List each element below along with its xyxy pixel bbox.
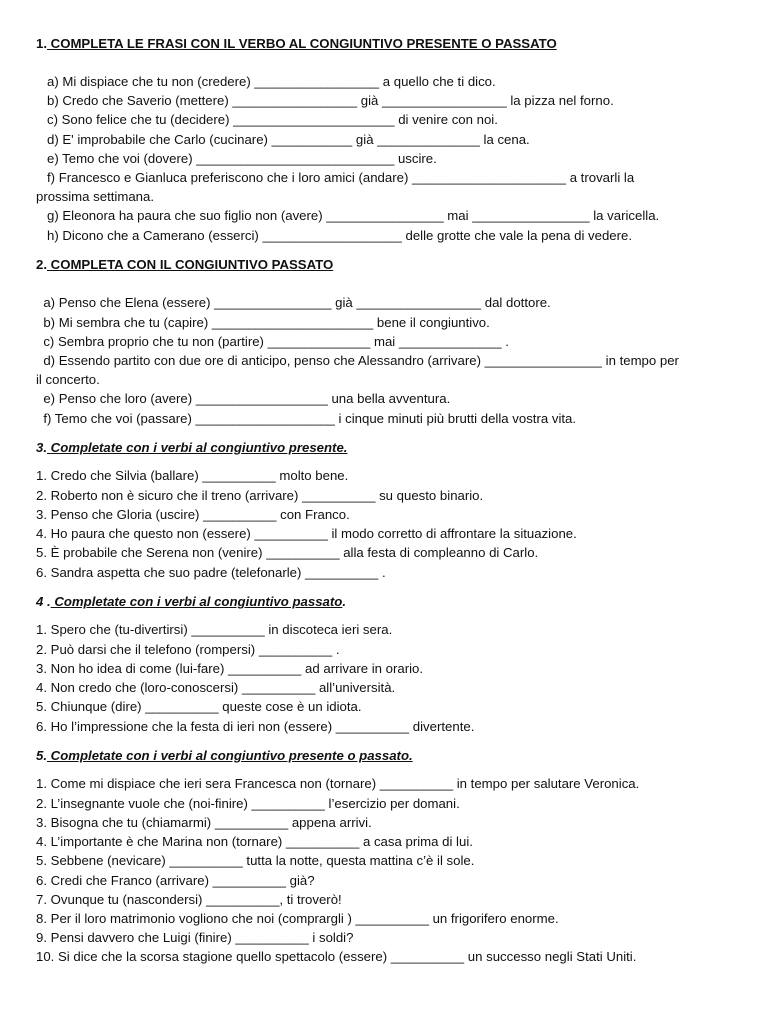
- exercise-line: 2. L’insegnante vuole che (noi-finire) __________ l’esercizio per domani.: [36, 796, 460, 811]
- exercise-line: 7. Ovunque tu (nascondersi) __________, ti troverò!: [36, 892, 342, 907]
- exercise-line: g) Eleonora ha paura che suo figlio non (avere) ________________ mai ________________ la varicella.: [36, 208, 660, 223]
- section-3-heading: 3. Completate con i verbi al congiuntivo presente.: [36, 440, 348, 455]
- exercise-line: e) Penso che loro (avere) __________________ una bella avventura.: [36, 391, 451, 406]
- section-1-heading: 1. COMPLETA LE FRASI CON IL VERBO AL CONGIUNTIVO PRESENTE O PASSATO: [36, 36, 557, 51]
- exercise-line: prossima settimana.: [36, 189, 154, 204]
- exercise-line: il concerto.: [36, 372, 100, 387]
- exercise-line: d) E' improbabile che Carlo (cucinare) ___________ già ______________ la cena.: [36, 132, 530, 147]
- exercise-line: 5. Chiunque (dire) __________ queste cose è un idiota.: [36, 699, 362, 714]
- exercise-line: b) Credo che Saverio (mettere) _________________ già _________________ la pizza nel forno.: [36, 93, 614, 108]
- exercise-line: 6. Credi che Franco (arrivare) __________ già?: [36, 873, 315, 888]
- exercise-line: c) Sono felice che tu (decidere) ______________________ di venire con noi.: [36, 112, 498, 127]
- exercise-line: 4. Ho paura che questo non (essere) __________ il modo corretto di affrontare la situazione.: [36, 526, 577, 541]
- exercise-line: 3. Non ho idea di come (lui-fare) __________ ad arrivare in orario.: [36, 661, 424, 676]
- section-2-heading: 2. COMPLETA CON IL CONGIUNTIVO PASSATO: [36, 257, 334, 272]
- section-5-heading: 5. Completate con i verbi al congiuntivo presente o passato.: [36, 748, 413, 763]
- exercise-line: 6. Sandra aspetta che suo padre (telefonarle) __________ .: [36, 565, 386, 580]
- exercise-line: 5. È probabile che Serena non (venire) __________ alla festa di compleanno di Carlo.: [36, 545, 539, 560]
- exercise-line: f) Francesco e Gianluca preferiscono che i loro amici (andare) _____________________ a trovarli la: [36, 170, 635, 185]
- exercise-line: 8. Per il loro matrimonio vogliono che noi (comprargli ) __________ un frigorifero enorme.: [36, 911, 559, 926]
- exercise-line: 4. Non credo che (loro-conoscersi) __________ all’università.: [36, 680, 396, 695]
- section-4-heading: 4 . Completate con i verbi al congiuntivo passato.: [36, 594, 346, 609]
- exercise-line: d) Essendo partito con due ore di anticipo, penso che Alessandro (arrivare) ________________ in tempo per: [36, 353, 679, 368]
- exercise-line: a) Mi dispiace che tu non (credere) _________________ a quello che ti dico.: [36, 74, 496, 89]
- exercise-line: 1. Come mi dispiace che ieri sera Francesca non (tornare) __________ in tempo per salutare Veronica.: [36, 776, 640, 791]
- exercise-line: h) Dicono che a Camerano (esserci) ___________________ delle grotte che vale la pena di vedere.: [36, 228, 633, 243]
- exercise-line: 10. Si dice che la scorsa stagione quello spettacolo (essere) __________ un successo negli Stati Uniti.: [36, 949, 637, 964]
- exercise-line: 3. Penso che Gloria (uscire) __________ con Franco.: [36, 507, 350, 522]
- exercise-line: c) Sembra proprio che tu non (partire) ______________ mai ______________ .: [36, 334, 509, 349]
- exercise-line: f) Temo che voi (passare) ___________________ i cinque minuti più brutti della vostra vita.: [36, 411, 577, 426]
- exercise-line: 4. L’importante è che Marina non (tornare) __________ a casa prima di lui.: [36, 834, 473, 849]
- exercise-line: 1. Spero che (tu-divertirsi) __________ in discoteca ieri sera.: [36, 622, 393, 637]
- exercise-line: 2. Roberto non è sicuro che il treno (arrivare) __________ su questo binario.: [36, 488, 484, 503]
- exercise-line: a) Penso che Elena (essere) ________________ già _________________ dal dottore.: [36, 295, 551, 310]
- exercise-line: 3. Bisogna che tu (chiamarmi) __________ appena arrivi.: [36, 815, 372, 830]
- exercise-line: 6. Ho l’impressione che la festa di ieri non (essere) __________ divertente.: [36, 719, 475, 734]
- exercise-line: 9. Pensi davvero che Luigi (finire) __________ i soldi?: [36, 930, 354, 945]
- exercise-line: e) Temo che voi (dovere) ___________________________ uscire.: [36, 151, 437, 166]
- exercise-line: 5. Sebbene (nevicare) __________ tutta la notte, questa mattina c’è il sole.: [36, 853, 475, 868]
- exercise-line: 1. Credo che Silvia (ballare) __________ molto bene.: [36, 468, 349, 483]
- exercise-line: 2. Può darsi che il telefono (rompersi) __________ .: [36, 642, 340, 657]
- exercise-line: b) Mi sembra che tu (capire) ______________________ bene il congiuntivo.: [36, 315, 490, 330]
